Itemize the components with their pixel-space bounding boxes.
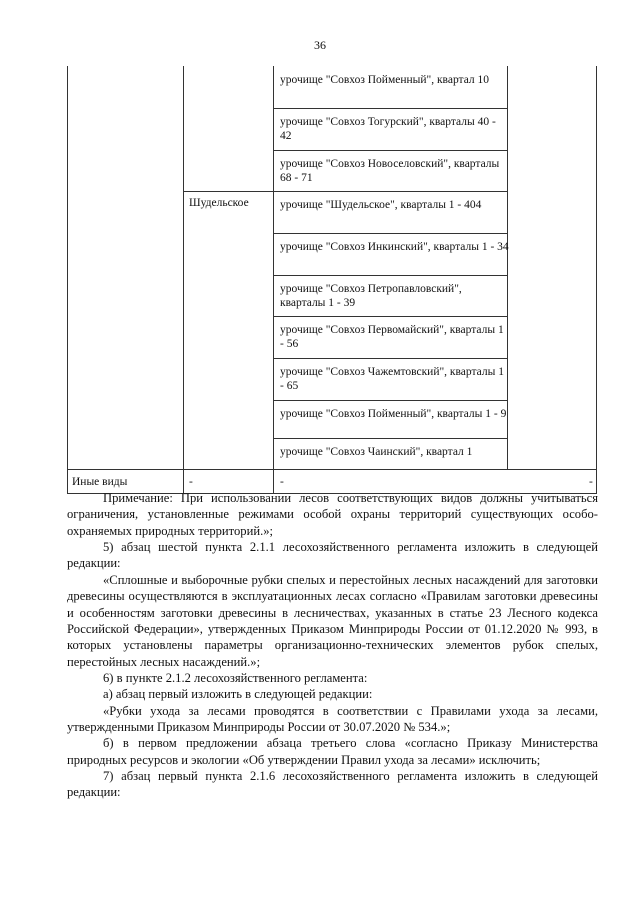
table-cell: урочище "Совхоз Чажемтовский", кварталы 1 - 65 <box>280 366 504 393</box>
document-body <box>67 490 598 801</box>
table-cell: урочище "Совхоз Новоселовский", кварталы 68 - 71 <box>280 158 500 185</box>
table-cell: урочище "Совхоз Пойменный", квартал 10 <box>280 74 490 86</box>
forest-table <box>67 66 597 493</box>
table-cell: - <box>189 476 193 488</box>
paragraph: «Сплошные и выборочные рубки спелых и перестойных лесных насаждений для заготовки древесины осуществляются в эксплуатационных лесах согласно «Правилам заготовки древесины и особенностям заготовки древесины в лесничествах, указанных в статье 23 Лесного кодекса Российской Федерации», утвержденных Приказом Минприроды России от 01.12.2020 № 993, в которых установлены параметры организационно-технических элементов рубок спелых, перестойных лесных насаждений.»; <box>67 572 598 669</box>
paragraph: а) абзац первый изложить в следующей редакции: <box>103 687 373 702</box>
paragraph: 7) абзац первый пункта 2.1.6 лесохозяйственного регламента изложить в следующей редакции: <box>67 769 598 800</box>
paragraph: «Рубки ухода за лесами проводятся в соответствии с Правилами ухода за лесами, утвержденными Приказом Минприроды России от 30.07.2020 № 534.»; <box>67 703 598 735</box>
paragraph: Примечание: При использовании лесов соответствующих видов должны учитываться ограничения, установленные режимами особой охраны территорий существующих особо-охраняемых природных территорий.»; <box>67 491 598 538</box>
table-cell: урочище "Совхоз Чаинский", квартал 1 <box>280 446 473 458</box>
table-cell: урочище "Шудельское", кварталы 1 - 404 <box>280 199 482 211</box>
table-cell: - <box>280 476 284 488</box>
table-cell: урочище "Совхоз Петропавловский", кварталы 1 - 39 <box>280 283 462 310</box>
paragraph: 6) в пункте 2.1.2 лесохозяйственного регламента: <box>103 670 368 685</box>
paragraph: б) в первом предложении абзаца третьего слова «согласно Приказу Министерства природных ресурсов и экологии «Об утверждении Правил ухода за лесами» исключить; <box>67 736 598 767</box>
table-cell: урочище "Совхоз Пойменный", кварталы 1 - 9 <box>280 408 507 420</box>
page-number: 36 <box>314 38 326 52</box>
subdivision-name: Шудельское <box>189 197 249 209</box>
table-cell: Иные виды <box>72 476 128 488</box>
table-cell: урочище "Совхоз Инкинский", кварталы 1 - 34 <box>280 241 509 253</box>
table-cell: урочище "Совхоз Тогурский", кварталы 40 - 42 <box>280 116 496 143</box>
table-cell: - <box>589 476 593 488</box>
paragraph: 5) абзац шестой пункта 2.1.1 лесохозяйственного регламента изложить в следующей редакции: <box>67 540 598 571</box>
table-cell: урочище "Совхоз Первомайский", кварталы 1 - 56 <box>280 324 504 351</box>
